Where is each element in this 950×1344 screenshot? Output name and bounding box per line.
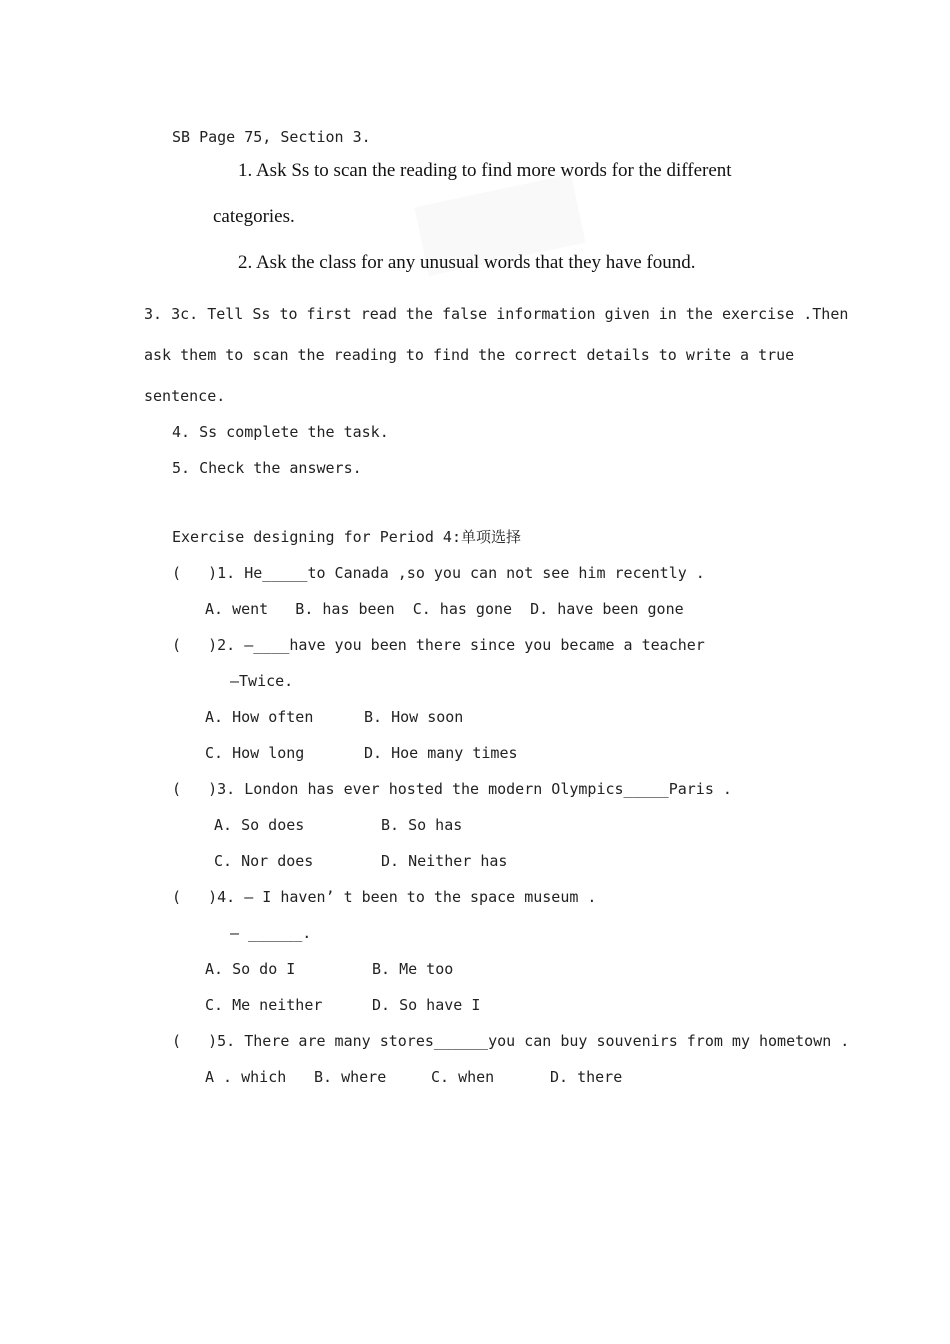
step-3-line-c: sentence. bbox=[144, 387, 226, 405]
question-4-option-d: D. So have I bbox=[372, 996, 481, 1014]
question-3-option-d: D. Neither has bbox=[381, 852, 508, 870]
step-1-continuation: categories. bbox=[213, 206, 295, 227]
question-4-option-b: B. Me too bbox=[372, 960, 454, 978]
exercise-title: Exercise designing for Period 4:单项选择 bbox=[172, 528, 521, 546]
question-5: ( )5. There are many stores______you can buy souvenirs from my hometown . bbox=[172, 1032, 850, 1050]
question-3-option-c: C. Nor does bbox=[214, 852, 314, 870]
question-2: ( )2. —____have you been there since you became a teacher bbox=[172, 636, 705, 654]
question-2-answer: —Twice. bbox=[230, 672, 294, 690]
question-4-option-a: A. So do I bbox=[205, 960, 296, 978]
step-2-line: 2. Ask the class for any unusual words that they have found. bbox=[238, 252, 696, 273]
question-5-option-a: A . which bbox=[205, 1068, 287, 1086]
question-3-option-a: A. So does bbox=[214, 816, 305, 834]
question-2-option-a: A. How often bbox=[205, 708, 314, 726]
question-5-option-b: B. where bbox=[314, 1068, 387, 1086]
question-2-option-c: C. How long bbox=[205, 744, 305, 762]
question-5-option-c: C. when bbox=[431, 1068, 495, 1086]
step-1-line: 1. Ask Ss to scan the reading to find more words for the different bbox=[238, 160, 732, 181]
question-1-options: A. went B. has been C. has gone D. have been gone bbox=[205, 600, 684, 618]
question-1: ( )1. He_____to Canada ,so you can not see him recently . bbox=[172, 564, 705, 582]
question-2-option-d: D. Hoe many times bbox=[364, 744, 518, 762]
question-3-option-b: B. So has bbox=[381, 816, 463, 834]
question-4: ( )4. — I haven’ t been to the space museum . bbox=[172, 888, 597, 906]
step-4: 4. Ss complete the task. bbox=[172, 423, 389, 441]
sb-reference: SB Page 75, Section 3. bbox=[172, 128, 371, 146]
question-3: ( )3. London has ever hosted the modern Olympics_____Paris . bbox=[172, 780, 732, 798]
step-5: 5. Check the answers. bbox=[172, 459, 362, 477]
question-2-option-b: B. How soon bbox=[364, 708, 464, 726]
question-4-option-c: C. Me neither bbox=[205, 996, 323, 1014]
question-5-option-d: D. there bbox=[550, 1068, 623, 1086]
question-4-answer: — ______. bbox=[230, 924, 312, 942]
step-3-line-a: 3. 3c. Tell Ss to first read the false information given in the exercise .Then bbox=[144, 305, 849, 323]
step-3-line-b: ask them to scan the reading to find the correct details to write a true bbox=[144, 346, 795, 364]
